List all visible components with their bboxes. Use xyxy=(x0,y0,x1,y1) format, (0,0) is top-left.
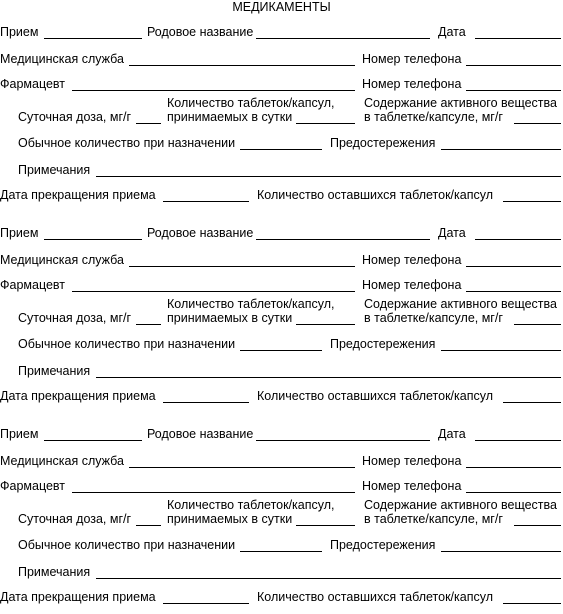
label-stop-date: Дата прекращения приема xyxy=(0,188,156,202)
label-date: Дата xyxy=(438,25,466,39)
intake-field[interactable] xyxy=(44,239,142,240)
page-title: МЕДИКАМЕНТЫ xyxy=(232,0,331,14)
date-field[interactable] xyxy=(475,239,561,240)
label-medical-service: Медицинская служба xyxy=(0,253,124,267)
label-content-line2: в таблетке/капсуле, мг/г xyxy=(364,512,503,526)
label-phone-1: Номер телефона xyxy=(362,454,462,468)
label-medical-service: Медицинская служба xyxy=(0,454,124,468)
phone-field-1[interactable] xyxy=(466,65,561,66)
remaining-field[interactable] xyxy=(503,603,561,604)
generic-name-field[interactable] xyxy=(256,38,430,39)
label-phone-1: Номер телефона xyxy=(362,52,462,66)
label-generic-name: Родовое название xyxy=(147,226,254,240)
label-intake: Прием xyxy=(0,25,39,39)
label-daily-dose: Суточная доза, мг/г xyxy=(18,512,132,526)
label-pharmacist: Фармацевт xyxy=(0,278,66,292)
label-content-line1: Содержание активного вещества xyxy=(364,297,557,311)
usual-amount-field[interactable] xyxy=(240,551,322,552)
intake-field[interactable] xyxy=(44,38,142,39)
label-intake: Прием xyxy=(0,226,39,240)
stop-date-field[interactable] xyxy=(163,201,249,202)
label-daily-dose: Суточная доза, мг/г xyxy=(18,110,132,124)
label-notes: Примечания xyxy=(18,364,91,378)
warnings-field[interactable] xyxy=(441,149,561,150)
label-content-line2: в таблетке/капсуле, мг/г xyxy=(364,110,503,124)
label-tablets-line2: принимаемых в сутки xyxy=(167,512,293,526)
label-warnings: Предостережения xyxy=(330,538,436,552)
medical-service-field[interactable] xyxy=(129,266,355,267)
label-stop-date: Дата прекращения приема xyxy=(0,590,156,604)
label-phone-1: Номер телефона xyxy=(362,253,462,267)
label-phone-2: Номер телефона xyxy=(362,479,462,493)
medical-service-field[interactable] xyxy=(129,467,355,468)
date-field[interactable] xyxy=(475,38,561,39)
label-phone-2: Номер телефона xyxy=(362,278,462,292)
daily-dose-field[interactable] xyxy=(136,123,161,124)
date-field[interactable] xyxy=(475,440,561,441)
notes-field[interactable] xyxy=(96,176,561,177)
generic-name-field[interactable] xyxy=(256,239,430,240)
phone-field-2[interactable] xyxy=(466,291,561,292)
label-warnings: Предостережения xyxy=(330,337,436,351)
label-usual-amount: Обычное количество при назначении xyxy=(18,136,236,150)
label-stop-date: Дата прекращения приема xyxy=(0,389,156,403)
label-tablets-line2: принимаемых в сутки xyxy=(167,311,293,325)
usual-amount-field[interactable] xyxy=(240,149,322,150)
medication-form-2 xyxy=(0,221,563,413)
pharmacist-field[interactable] xyxy=(72,90,355,91)
pharmacist-field[interactable] xyxy=(72,291,355,292)
daily-dose-field[interactable] xyxy=(136,324,161,325)
label-medical-service: Медицинская служба xyxy=(0,52,124,66)
label-remaining: Количество оставшихся таблеток/капсул xyxy=(257,389,494,403)
generic-name-field[interactable] xyxy=(256,440,430,441)
label-date: Дата xyxy=(438,226,466,240)
phone-field-2[interactable] xyxy=(466,90,561,91)
usual-amount-field[interactable] xyxy=(240,350,322,351)
medical-service-field[interactable] xyxy=(129,65,355,66)
stop-date-field[interactable] xyxy=(163,603,249,604)
label-pharmacist: Фармацевт xyxy=(0,479,66,493)
warnings-field[interactable] xyxy=(441,350,561,351)
daily-dose-field[interactable] xyxy=(136,525,161,526)
phone-field-1[interactable] xyxy=(466,467,561,468)
phone-field-2[interactable] xyxy=(466,492,561,493)
label-generic-name: Родовое название xyxy=(147,25,254,39)
notes-field[interactable] xyxy=(96,377,561,378)
label-pharmacist: Фармацевт xyxy=(0,77,66,91)
notes-field[interactable] xyxy=(96,578,561,579)
content-field[interactable] xyxy=(514,324,561,325)
medication-form-1 xyxy=(0,20,563,212)
label-content-line1: Содержание активного вещества xyxy=(364,96,557,110)
label-notes: Примечания xyxy=(18,565,91,579)
remaining-field[interactable] xyxy=(503,201,561,202)
label-warnings: Предостережения xyxy=(330,136,436,150)
tablets-per-day-field[interactable] xyxy=(296,525,355,526)
label-date: Дата xyxy=(438,427,466,441)
label-tablets-line1: Количество таблеток/капсул, xyxy=(167,498,335,512)
label-remaining: Количество оставшихся таблеток/капсул xyxy=(257,188,494,202)
label-notes: Примечания xyxy=(18,163,91,177)
label-content-line2: в таблетке/капсуле, мг/г xyxy=(364,311,503,325)
label-content-line1: Содержание активного вещества xyxy=(364,498,557,512)
pharmacist-field[interactable] xyxy=(72,492,355,493)
content-field[interactable] xyxy=(514,525,561,526)
label-generic-name: Родовое название xyxy=(147,427,254,441)
label-daily-dose: Суточная доза, мг/г xyxy=(18,311,132,325)
label-tablets-line1: Количество таблеток/капсул, xyxy=(167,96,335,110)
label-tablets-line2: принимаемых в сутки xyxy=(167,110,293,124)
intake-field[interactable] xyxy=(44,440,142,441)
stop-date-field[interactable] xyxy=(163,402,249,403)
label-tablets-line1: Количество таблеток/капсул, xyxy=(167,297,335,311)
tablets-per-day-field[interactable] xyxy=(296,123,355,124)
label-remaining: Количество оставшихся таблеток/капсул xyxy=(257,590,494,604)
label-usual-amount: Обычное количество при назначении xyxy=(18,337,236,351)
label-phone-2: Номер телефона xyxy=(362,77,462,91)
phone-field-1[interactable] xyxy=(466,266,561,267)
label-intake: Прием xyxy=(0,427,39,441)
remaining-field[interactable] xyxy=(503,402,561,403)
tablets-per-day-field[interactable] xyxy=(296,324,355,325)
content-field[interactable] xyxy=(514,123,561,124)
label-usual-amount: Обычное количество при назначении xyxy=(18,538,236,552)
warnings-field[interactable] xyxy=(441,551,561,552)
medication-form-3 xyxy=(0,422,563,614)
